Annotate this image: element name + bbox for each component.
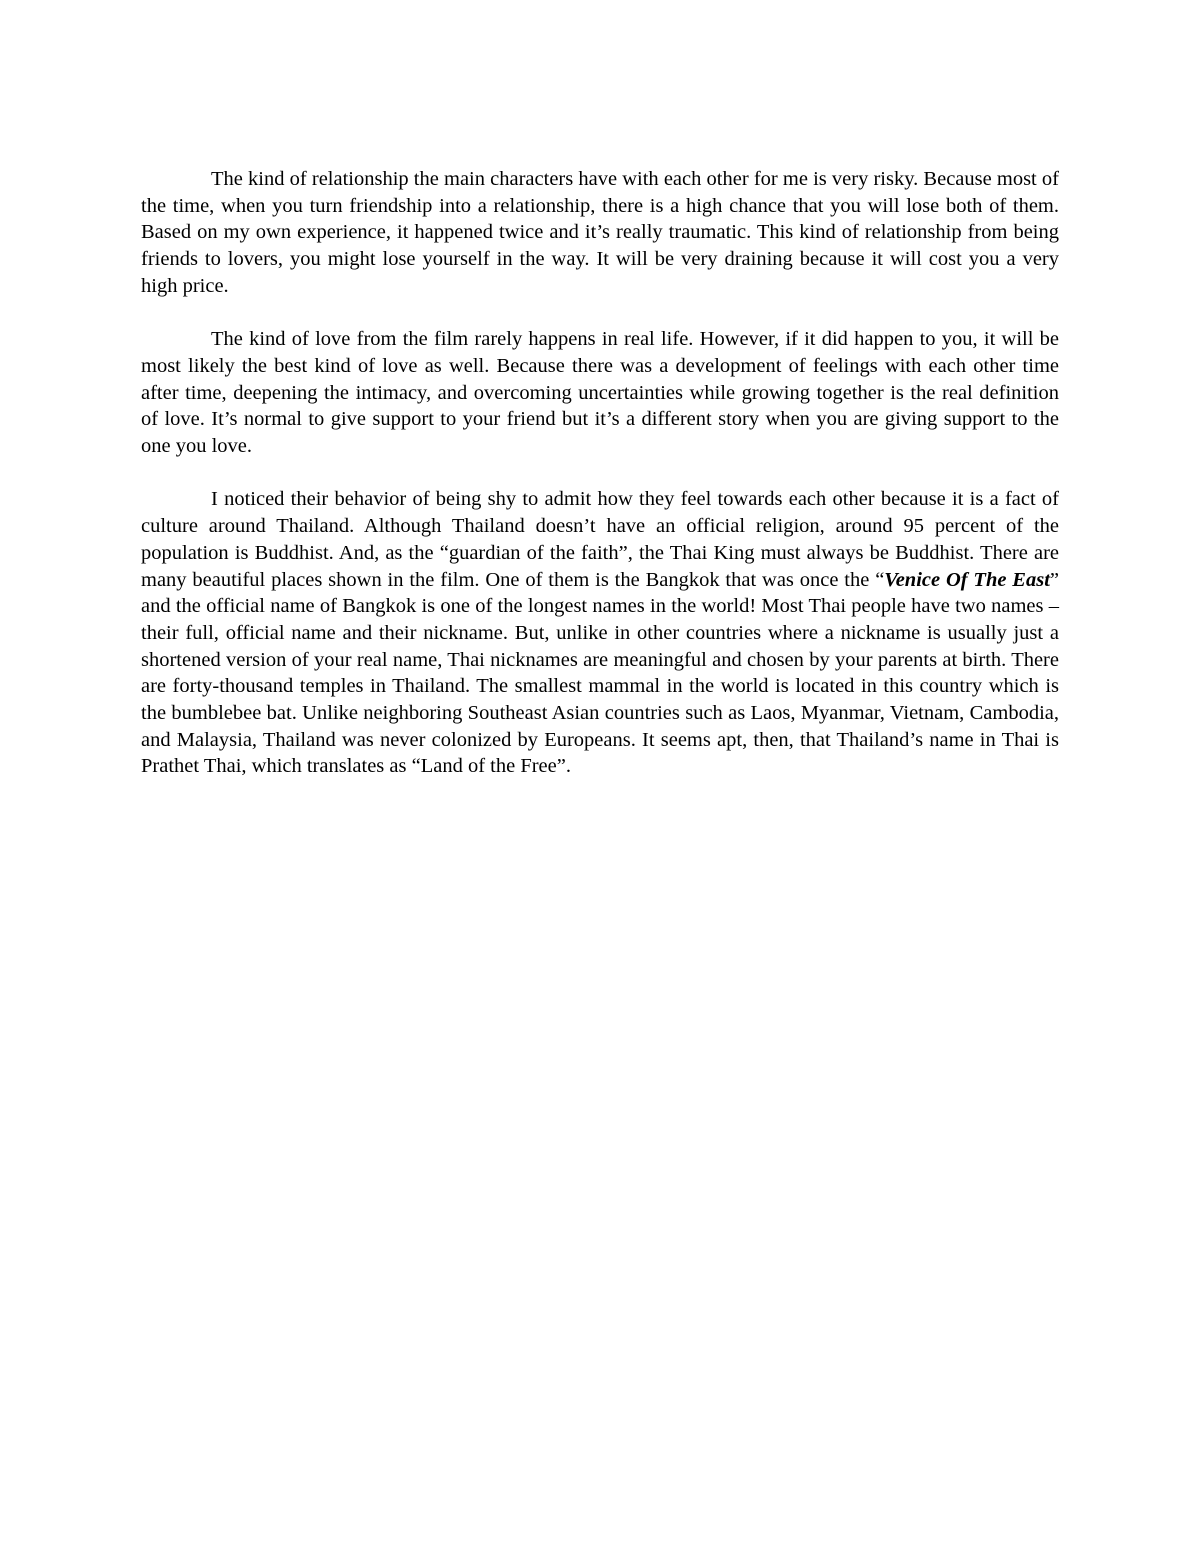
emphasized-phrase: Venice Of The East [884, 568, 1050, 591]
paragraph-kind-of-love: The kind of love from the film rarely happens in real life. However, if it did happen to you, it will be most likely the best kind of love as well. Because there was a development of feelings with each other time after time, deepening the intimacy, and overcoming uncertainties while growing together is the real definition of love. It’s normal to give support to your friend but it’s a different story when you are giving support to the one you love. [141, 328, 1059, 458]
paragraph-text-before: I noticed their behavior of being shy to admit how they feel towards each other because it is a fact of culture around Thailand. Although Thailand doesn’t have an official religion, around 95 percent of the population is Buddhist. And, as the “guardian of the faith”, the Thai King must always be Buddhist. There are many beautiful places shown in the film. One of them is the Bangkok that was once the “ [141, 488, 1059, 591]
document-body [141, 166, 1059, 807]
paragraph-relationship-risk: The kind of relationship the main characters have with each other for me is very risky. Because most of the time, when you turn friendship into a relationship, there is a high chance that you will lose both of them. Based on my own experience, it happened twice and it’s really traumatic. This kind of relationship from being friends to lovers, you might lose yourself in the way. It will be very draining because it will cost you a very high price. [141, 168, 1059, 297]
paragraph-thai-culture [141, 486, 1059, 780]
paragraph-text-after: ” and the official name of Bangkok is one of the longest names in the world! Most Thai people have two names – their full, official name and their nickname. But, unlike in other countries where a nickname is usually just a shortened version of your real name, Thai nicknames are meaningful and chosen by your parents at birth. There are forty-thousand temples in Thailand. The smallest mammal in the world is located in this country which is the bumblebee bat. Unlike neighboring Southeast Asian countries such as Laos, Myanmar, Vietnam, Cambodia, and Malaysia, Thailand was never colonized by Europeans. It seems apt, then, that Thailand’s name in Thai is Prathet Thai, which translates as “Land of the Free”. [141, 568, 1059, 778]
